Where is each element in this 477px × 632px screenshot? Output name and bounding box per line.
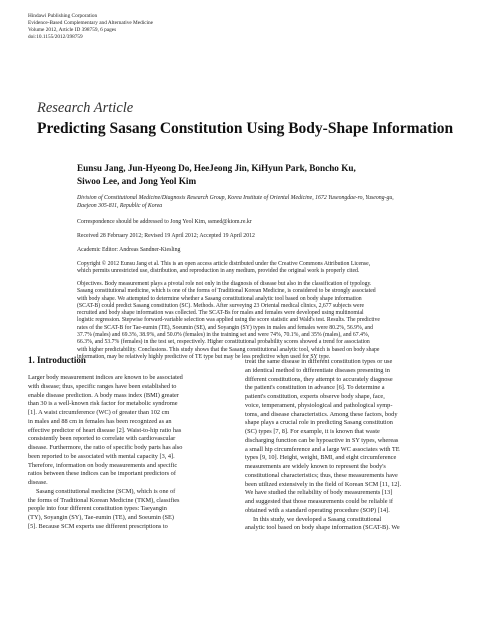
abstract-line: 66.3%, and 53.7% (females) in the test set, respectively. Higher constitutional probability scores showed a trend for association — [77, 339, 370, 346]
body-text-line: Larger body measurement indices are known to be associated — [28, 374, 183, 381]
copyright-line: Copyright © 2012 Eunsu Jang et al. This is an open access article distributed under the Creative Commons Attribution License, — [77, 261, 371, 267]
body-text-line: types [9, 10]. Height, weight, BMI, and eight circumference — [245, 454, 397, 462]
copyright-notice — [77, 261, 455, 276]
body-text-line: measurements are widely known to represent the body's — [245, 463, 386, 470]
body-text-line: [1]. A waist circumference (WC) of greater than 102 cm — [28, 409, 170, 416]
abstract — [77, 281, 455, 361]
right-column — [245, 358, 450, 533]
abstract-line: 37.7% (males) and 69.3%, 38.9%, and 50.0% (females) in the training set and were 74%, 70.1%, and 35% (males), and 67.4%, — [77, 332, 370, 339]
journal-header-line: doi:10.1155/2012/398759 — [28, 34, 83, 40]
academic-editor: Academic Editor: Andreas Sandner-Kiesling — [77, 247, 181, 253]
section-heading: 1. Introduction — [28, 355, 86, 365]
left-column — [28, 374, 233, 532]
body-text-line: been reported to be associated with mental capacity [3, 4]. — [28, 452, 175, 460]
abstract-line: recruited and body shape information was collected. The SCAT-Bs for males and females were developed using multinomial — [77, 310, 364, 317]
body-text-line: an identical method to differentiate diseases presenting in — [245, 366, 390, 374]
affiliation-line: Division of Constitutional Medicine/Diagnosis Research Group, Korea Institute of Oriental Medicine, 1672 Yuseongdae-ro, Yuseong-gu, — [77, 195, 394, 201]
journal-header — [28, 13, 153, 41]
abstract-line: with higher predictability. Conclusions. This study shows that the Sasang constitutional analytic tool, which is based on body shape — [77, 346, 380, 353]
body-text-line: voice, temperament, physiological and pathological symp- — [245, 401, 393, 409]
body-text-line: with disease; thus, specific ranges have been established to — [28, 382, 177, 390]
abstract-line: (SCAT-B) could predict Sasang constitution (SC). Methods. After surveying 23 Oriental medical clinics, 2,677 subjects were — [77, 302, 365, 309]
body-text-line: [5]. Because SCM experts use different prescriptions to — [28, 522, 168, 530]
abstract-line: with body shape. We attempted to determine whether a Sasang constitutional analytic tool based on body shape information — [77, 295, 362, 302]
copyright-line: which permits unrestricted use, distribution, and reproduction in any medium, provided the original work is properly cited. — [77, 268, 360, 275]
body-text-line: obtained with a standard operating procedure (SOP) [14]. — [245, 506, 390, 514]
body-text-line: in males and 88 cm in females has been recognized as an — [28, 417, 172, 425]
publication-dates: Received 28 February 2012; Revised 19 April 2012; Accepted 19 April 2012 — [77, 233, 255, 239]
body-text-line: constitutional characteristics; thus, these measurements have — [245, 471, 398, 479]
body-text-line: and suggested that those measurements could be reliable if — [245, 498, 393, 505]
body-text-line: different constitutions, they attempt to accurately diagnose — [245, 375, 393, 383]
body-text-line: the forms of Traditional Korean Medicine (TKM), classifies — [28, 496, 180, 504]
body-text-line: (SC) types [7, 8]. For example, it is known that waste — [245, 428, 380, 435]
affiliation — [77, 194, 457, 210]
journal-header-line: Volume 2012, Article ID 398759, 6 pages — [28, 27, 117, 33]
body-text-line: discharging function can be hypoactive in SY types, whereas — [245, 436, 399, 444]
body-text-line: a small hip circumference and a large WC associates with TE — [245, 445, 400, 453]
author-line: Eunsu Jang, Jun-Hyeong Do, HeeJeong Jin, KiHyun Park, Boncho Ku, — [77, 163, 356, 173]
body-text-line: treat the same disease in different constitution types or use — [245, 358, 393, 365]
journal-header-line: Evidence-Based Complementary and Alternative Medicine — [28, 20, 154, 26]
paper-title: Predicting Sasang Constitution Using Body-Shape Information — [37, 120, 454, 137]
body-text-line: patient's constitution, experts observe body shape, face, — [245, 393, 385, 400]
body-text-line: In this study, we developed a Sasang constitutional — [253, 515, 382, 523]
abstract-line: information, may be relatively highly predictive of TE type but may be less predictive when used for SY type. — [77, 353, 331, 360]
abstract-line: logistic regression. Stepwise forward-variable selection was applied using the score statistic and Wald's test. Results. The predictive — [77, 317, 380, 324]
abstract-line: Sasang constitutional medicine, which is one of the forms of Traditional Korean Medicine, is considered to be strongly associated — [77, 288, 376, 295]
body-text-line: the patient's constitution in advance [6]. To determine a — [245, 384, 385, 392]
author-line: Siwoo Lee, and Jong Yeol Kim — [77, 175, 197, 186]
body-text-line: Therefore, information on body measurements and specific — [28, 461, 178, 469]
body-text-line: We have studied the reliability of body measurements [13] — [245, 489, 393, 497]
body-text-line: effective predictor of heart disease [2]. Waist-to-hip ratio has — [28, 426, 182, 434]
body-text-line: disease. — [28, 479, 48, 486]
body-text-line: enable disease prediction. A body mass index (BMI) greater — [28, 391, 179, 399]
abstract-line: rates of the SCAT-B for Tae-eumin (TE), Soeumin (SE), and Soyangin (SY) types in males and females were 80.2%, 56.9%, and — [77, 324, 373, 331]
abstract-line: Objectives. Body measurement plays a pivotal role not only in the diagnosis of disease but also in the classification of typology. — [77, 281, 372, 287]
body-text-line: disease. Furthermore, the ratio of specific body parts has also — [28, 444, 183, 451]
affiliation-line: Daejeon 305-811, Republic of Korea — [77, 203, 163, 209]
body-text-line: (TY), Soyangin (SY), Tae-eumin (TE), and Soeumin (SE) — [28, 514, 174, 521]
body-text-line: been utilized extensively in the field of Korean SCM [11, 12]. — [245, 480, 402, 488]
body-text-line: shape plays a crucial role in predicting Sasang constitution — [245, 419, 393, 427]
body-text-line: analytic tool based on body shape information (SCAT-B). We — [245, 524, 400, 532]
body-text-line: than 30 is a well-known risk factor for metabolic syndrome — [28, 400, 178, 408]
article-type: Research Article — [37, 100, 134, 116]
body-text-line: ratios between these indices can be important predictors of — [28, 470, 176, 478]
journal-header-line: Hindawi Publishing Corporation — [28, 13, 98, 19]
body-text-line: consistently been reported to correlate with cardiovascular — [28, 435, 176, 443]
body-text-line: people into four different constitution types: Taeyangin — [28, 505, 167, 513]
body-text-line: toms, and disease characteristics. Among these factors, body — [245, 410, 398, 418]
author-list — [77, 162, 447, 187]
correspondence: Correspondence should be addressed to Jong Yeol Kim, ssmed@kiom.re.kr — [77, 219, 252, 225]
body-text-line: Sasang constitutional medicine (SCM), which is one of — [36, 487, 176, 495]
